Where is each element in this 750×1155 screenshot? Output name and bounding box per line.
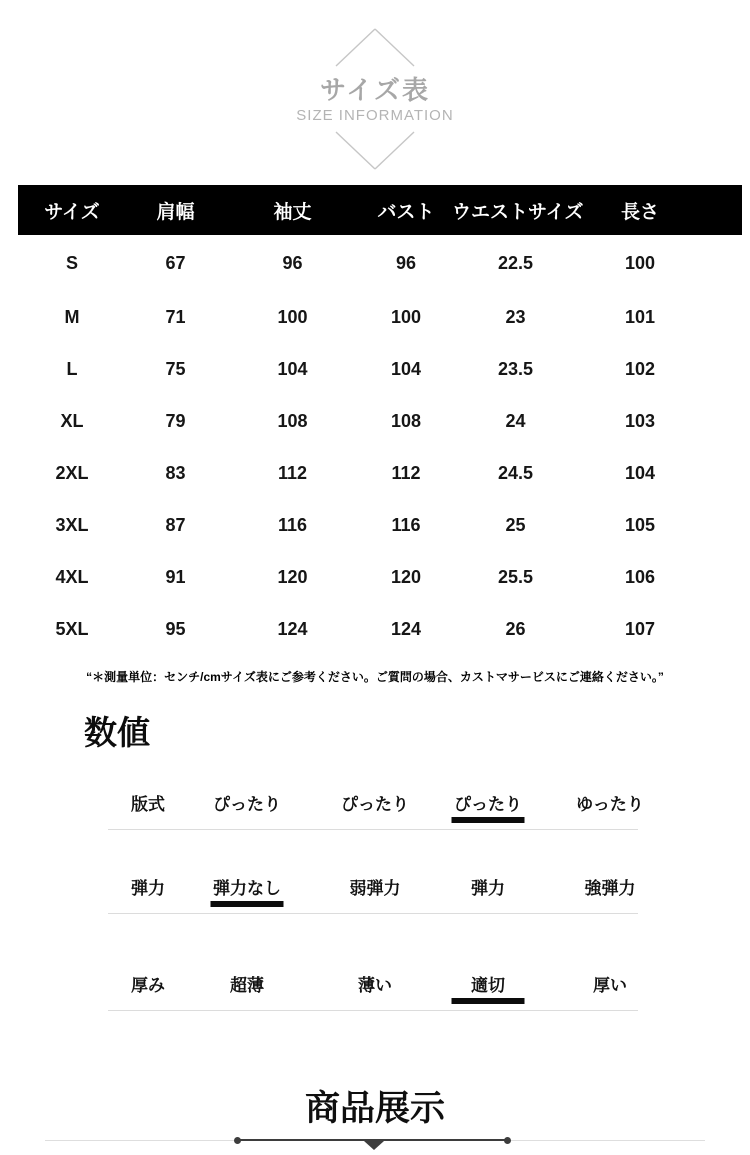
cell-bust: 100 — [390, 306, 422, 327]
spec-option: 薄い — [358, 976, 392, 995]
spec-option: ゆったり — [576, 795, 644, 814]
size-table-row-3xl — [18, 499, 742, 551]
spec-label-pattern: 版式 — [131, 795, 165, 814]
cell-shoulder: 91 — [165, 566, 186, 587]
spec-option: ぴったり — [213, 795, 281, 814]
spec-option: 強弾力 — [584, 879, 636, 898]
size-table-row-s — [18, 235, 742, 291]
ornament-title-en: SIZE INFORMATION — [296, 107, 454, 124]
size-chart-ornament — [0, 0, 750, 190]
cell-sleeve: 96 — [282, 252, 303, 273]
cell-sleeve: 116 — [277, 514, 308, 535]
cell-waist: 23.5 — [497, 358, 534, 379]
cell-shoulder: 79 — [165, 410, 186, 431]
cell-sleeve: 124 — [277, 618, 308, 639]
size-table-row-l — [18, 343, 742, 395]
col-header-sleeve: 袖丈 — [273, 201, 312, 223]
cell-sleeve: 104 — [277, 358, 308, 379]
cell-length: 101 — [624, 306, 656, 327]
cell-sleeve: 108 — [277, 410, 308, 431]
cell-bust: 112 — [391, 462, 421, 483]
divider — [108, 913, 638, 914]
cell-shoulder: 67 — [165, 252, 186, 273]
cell-waist: 24 — [505, 410, 526, 431]
cell-sleeve: 112 — [277, 462, 308, 483]
cell-shoulder: 83 — [165, 462, 186, 483]
cell-shoulder: 95 — [165, 618, 186, 639]
spec-row-pattern — [0, 793, 750, 817]
divider — [108, 829, 638, 830]
cell-waist: 26 — [505, 618, 526, 639]
measurement-note: “＊測量単位：センチ/cmサイズ表にご参考ください。ご質問の場合、カストマサービスにご連絡ください。” — [86, 670, 664, 684]
cell-size: M — [64, 306, 80, 327]
line-end-dot-right — [504, 1137, 511, 1144]
spec-section-heading: 数値 — [84, 714, 150, 751]
cell-size: 5XL — [55, 618, 89, 639]
cell-waist: 25.5 — [497, 566, 534, 587]
size-table-row-4xl — [18, 551, 742, 603]
cell-waist: 25 — [505, 514, 526, 535]
spec-option: 弾力なし — [213, 877, 281, 901]
down-triangle-icon — [364, 1141, 384, 1150]
spec-option: ぴったり — [341, 795, 409, 814]
size-table-row-2xl — [18, 447, 742, 499]
cell-size: S — [65, 252, 78, 273]
size-table-header-row — [18, 185, 742, 235]
cell-size: 4XL — [55, 566, 89, 587]
cell-length: 100 — [624, 252, 656, 273]
cell-shoulder: 71 — [165, 306, 186, 327]
cell-length: 102 — [624, 358, 656, 379]
cell-waist: 24.5 — [497, 462, 534, 483]
cell-size: 2XL — [55, 462, 89, 483]
spec-label-elasticity: 弾力 — [131, 879, 165, 898]
cell-length: 106 — [624, 566, 656, 587]
cell-length: 107 — [624, 618, 656, 639]
spec-row-thickness — [0, 974, 750, 998]
cell-bust: 108 — [390, 410, 422, 431]
spec-row-elasticity — [0, 877, 750, 901]
cell-bust: 116 — [391, 514, 421, 535]
cell-waist: 23 — [505, 306, 526, 327]
spec-option: 弾力 — [471, 879, 505, 898]
cell-shoulder: 75 — [165, 358, 186, 379]
cell-shoulder: 87 — [165, 514, 186, 535]
size-table-row-m — [18, 291, 742, 343]
divider — [108, 1010, 638, 1011]
cell-length: 103 — [624, 410, 656, 431]
size-table-row-xl — [18, 395, 742, 447]
spec-option: ぴったり — [454, 793, 522, 817]
cell-bust: 124 — [390, 618, 422, 639]
col-header-size: サイズ — [44, 201, 100, 223]
col-header-length: 長さ — [620, 201, 659, 223]
col-header-shoulder: 肩幅 — [156, 201, 195, 223]
size-table — [18, 185, 742, 655]
spec-option: 超薄 — [230, 976, 264, 995]
spec-option: 厚い — [593, 976, 627, 995]
ornament-title-jp: サイズ表 — [320, 75, 430, 105]
col-header-bust: バスト — [377, 201, 435, 223]
cell-sleeve: 100 — [277, 306, 308, 327]
spec-label-thickness: 厚み — [131, 976, 165, 995]
cell-bust: 96 — [395, 252, 417, 273]
spec-option: 適切 — [471, 974, 505, 998]
cell-waist: 22.5 — [497, 252, 534, 273]
cell-size: L — [66, 358, 78, 379]
cell-length: 104 — [624, 462, 656, 483]
cell-bust: 120 — [390, 566, 422, 587]
line-end-dot-left — [234, 1137, 241, 1144]
col-header-waist: ウエストサイズ — [452, 201, 584, 223]
cell-size: 3XL — [55, 514, 89, 535]
size-table-row-5xl — [18, 603, 742, 655]
spec-option: 弱弾力 — [349, 879, 401, 898]
col-header-spacer — [701, 185, 742, 235]
cell-size: XL — [60, 410, 84, 431]
product-display-heading: 商品展示 — [304, 1089, 445, 1128]
cell-length: 105 — [624, 514, 656, 535]
cell-bust: 104 — [390, 358, 422, 379]
cell-sleeve: 120 — [277, 566, 308, 587]
